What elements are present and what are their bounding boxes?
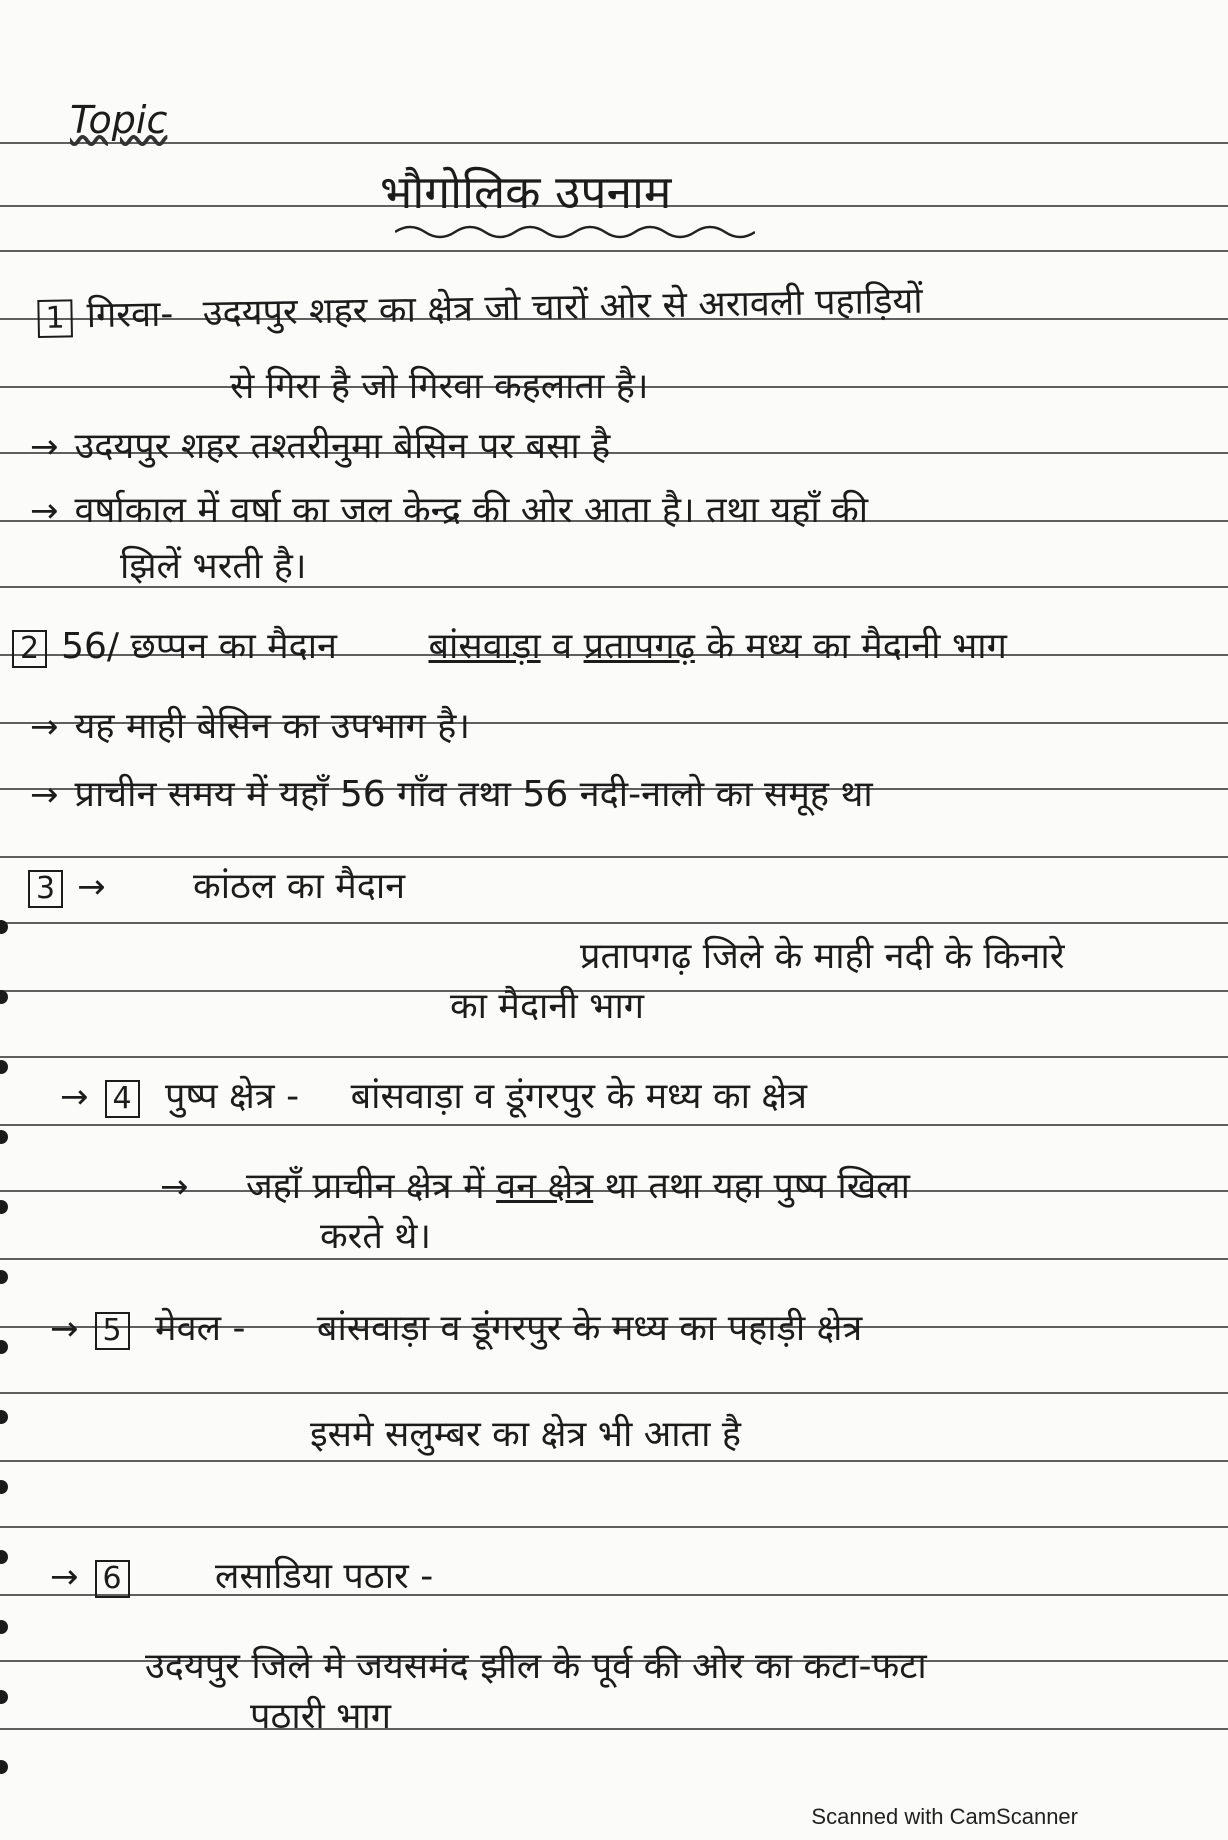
item-heading: लसाडिया पठार - [215, 1556, 434, 1597]
item-heading: 56/ छप्पन का मैदान [61, 626, 338, 667]
point-text: प्राचीन समय में यहाँ 56 गाँव तथा 56 नदी-नालो का समूह था [74, 774, 873, 815]
spiral-hole [0, 1480, 8, 1494]
item-2-heading-line [12, 620, 1007, 669]
item-3-heading-line [28, 860, 405, 909]
item-point-continued: झिलें भरती है। [120, 546, 307, 587]
item-heading: मेवल - [155, 1308, 246, 1349]
item-point [30, 420, 610, 469]
spiral-hole [0, 990, 8, 1004]
item-note: इसमे सलुम्बर का क्षेत्र भी आता है [310, 1414, 741, 1455]
item-line: का मैदानी भाग [450, 986, 645, 1027]
item-line: प्रतापगढ़ जिले के माही नदी के किनारे [580, 936, 1065, 977]
item-point [30, 768, 873, 817]
arrow-icon: → [30, 707, 59, 747]
item-number: 4 [105, 1080, 140, 1118]
spiral-hole [0, 1060, 8, 1074]
spiral-hole [0, 1270, 8, 1284]
spiral-hole [0, 920, 8, 934]
spiral-hole [0, 1130, 8, 1144]
item-number: 3 [28, 870, 63, 908]
item-number: 6 [95, 1560, 130, 1598]
item-point [30, 484, 868, 533]
rule-line [0, 856, 1228, 858]
point-text: यह माही बेसिन का उपभाग है। [74, 706, 471, 747]
rule-line [0, 1258, 1228, 1260]
rule-line [0, 1056, 1228, 1058]
item-number: 2 [12, 630, 47, 668]
arrow-icon: → [30, 427, 59, 467]
item-5-heading-line [50, 1302, 862, 1351]
arrow-icon: → [77, 867, 106, 907]
spiral-hole [0, 1760, 8, 1774]
title-wavy-underline [395, 222, 755, 242]
spiral-hole [0, 1550, 8, 1564]
arrow-icon: → [160, 1167, 189, 1207]
item-number: 5 [95, 1312, 130, 1350]
scanner-watermark: Scanned with CamScanner [811, 1804, 1078, 1829]
spiral-hole [0, 1620, 8, 1634]
item-number: 1 [37, 299, 73, 338]
arrow-icon: → [30, 491, 59, 531]
item-heading: कांठल का मैदान [193, 866, 406, 907]
point-text: वर्षाकाल में वर्षा का जल केन्द्र की ओर आता है। तथा यहाँ की [74, 490, 869, 531]
item-4-heading-line [60, 1070, 807, 1119]
desc-text: था तथा यहा पुष्प खिला [604, 1166, 910, 1207]
rule-line [0, 142, 1228, 144]
item-line: उदयपुर शहर का क्षेत्र जो चारों ओर से अरावली पहाड़ियों [202, 280, 924, 335]
item-heading: गिरवा- [86, 293, 174, 337]
item-heading: पुष्प क्षेत्र - [165, 1076, 300, 1117]
rule-line [0, 1460, 1228, 1462]
point-text: उदयपुर शहर तश्तरीनुमा बेसिन पर बसा है [74, 426, 611, 467]
spiral-hole [0, 1690, 8, 1704]
item-description-part: व [552, 626, 573, 667]
item-description-line: करते थे। [320, 1216, 431, 1257]
desc-text: जहाँ प्राचीन क्षेत्र में [245, 1166, 485, 1207]
rule-line [0, 1124, 1228, 1126]
arrow-icon: → [50, 1557, 79, 1597]
item-6-heading-line [50, 1550, 433, 1599]
item-description: बांसवाड़ा व डूंगरपुर के मध्य का पहाड़ी क्षेत्र [316, 1308, 863, 1349]
arrow-icon: → [60, 1077, 89, 1117]
item-description-line [160, 1160, 910, 1209]
spiral-hole [0, 1340, 8, 1354]
item-point [30, 700, 470, 749]
rule-line [0, 1392, 1228, 1394]
spiral-hole [0, 1200, 8, 1214]
item-description: बांसवाड़ा व डूंगरपुर के मध्य का क्षेत्र [350, 1076, 808, 1117]
desc-text-underlined: वन क्षेत्र [496, 1166, 594, 1207]
page-title: भौगोलिक उपनाम [380, 165, 672, 219]
rule-line [0, 1728, 1228, 1730]
item-description-part: के मध्य का मैदानी भाग [706, 626, 1007, 667]
arrow-icon: → [30, 775, 59, 815]
item-description-part: बांसवाड़ा [428, 626, 541, 667]
rule-line [0, 250, 1228, 252]
item-line: से गिरा है जो गिरवा कहलाता है। [230, 366, 649, 407]
item-line: पठारी भाग [250, 1696, 392, 1737]
rule-line [0, 922, 1228, 924]
rule-line [0, 1526, 1228, 1528]
item-line: उदयपुर जिले मे जयसमंद झील के पूर्व की ओर का कटा-फटा [145, 1646, 927, 1687]
topic-label: Topic [70, 98, 168, 142]
item-description-part: प्रतापगढ़ [583, 626, 695, 667]
spiral-hole [0, 1410, 8, 1424]
arrow-icon: → [50, 1309, 79, 1349]
item-1-heading-line [37, 275, 923, 339]
